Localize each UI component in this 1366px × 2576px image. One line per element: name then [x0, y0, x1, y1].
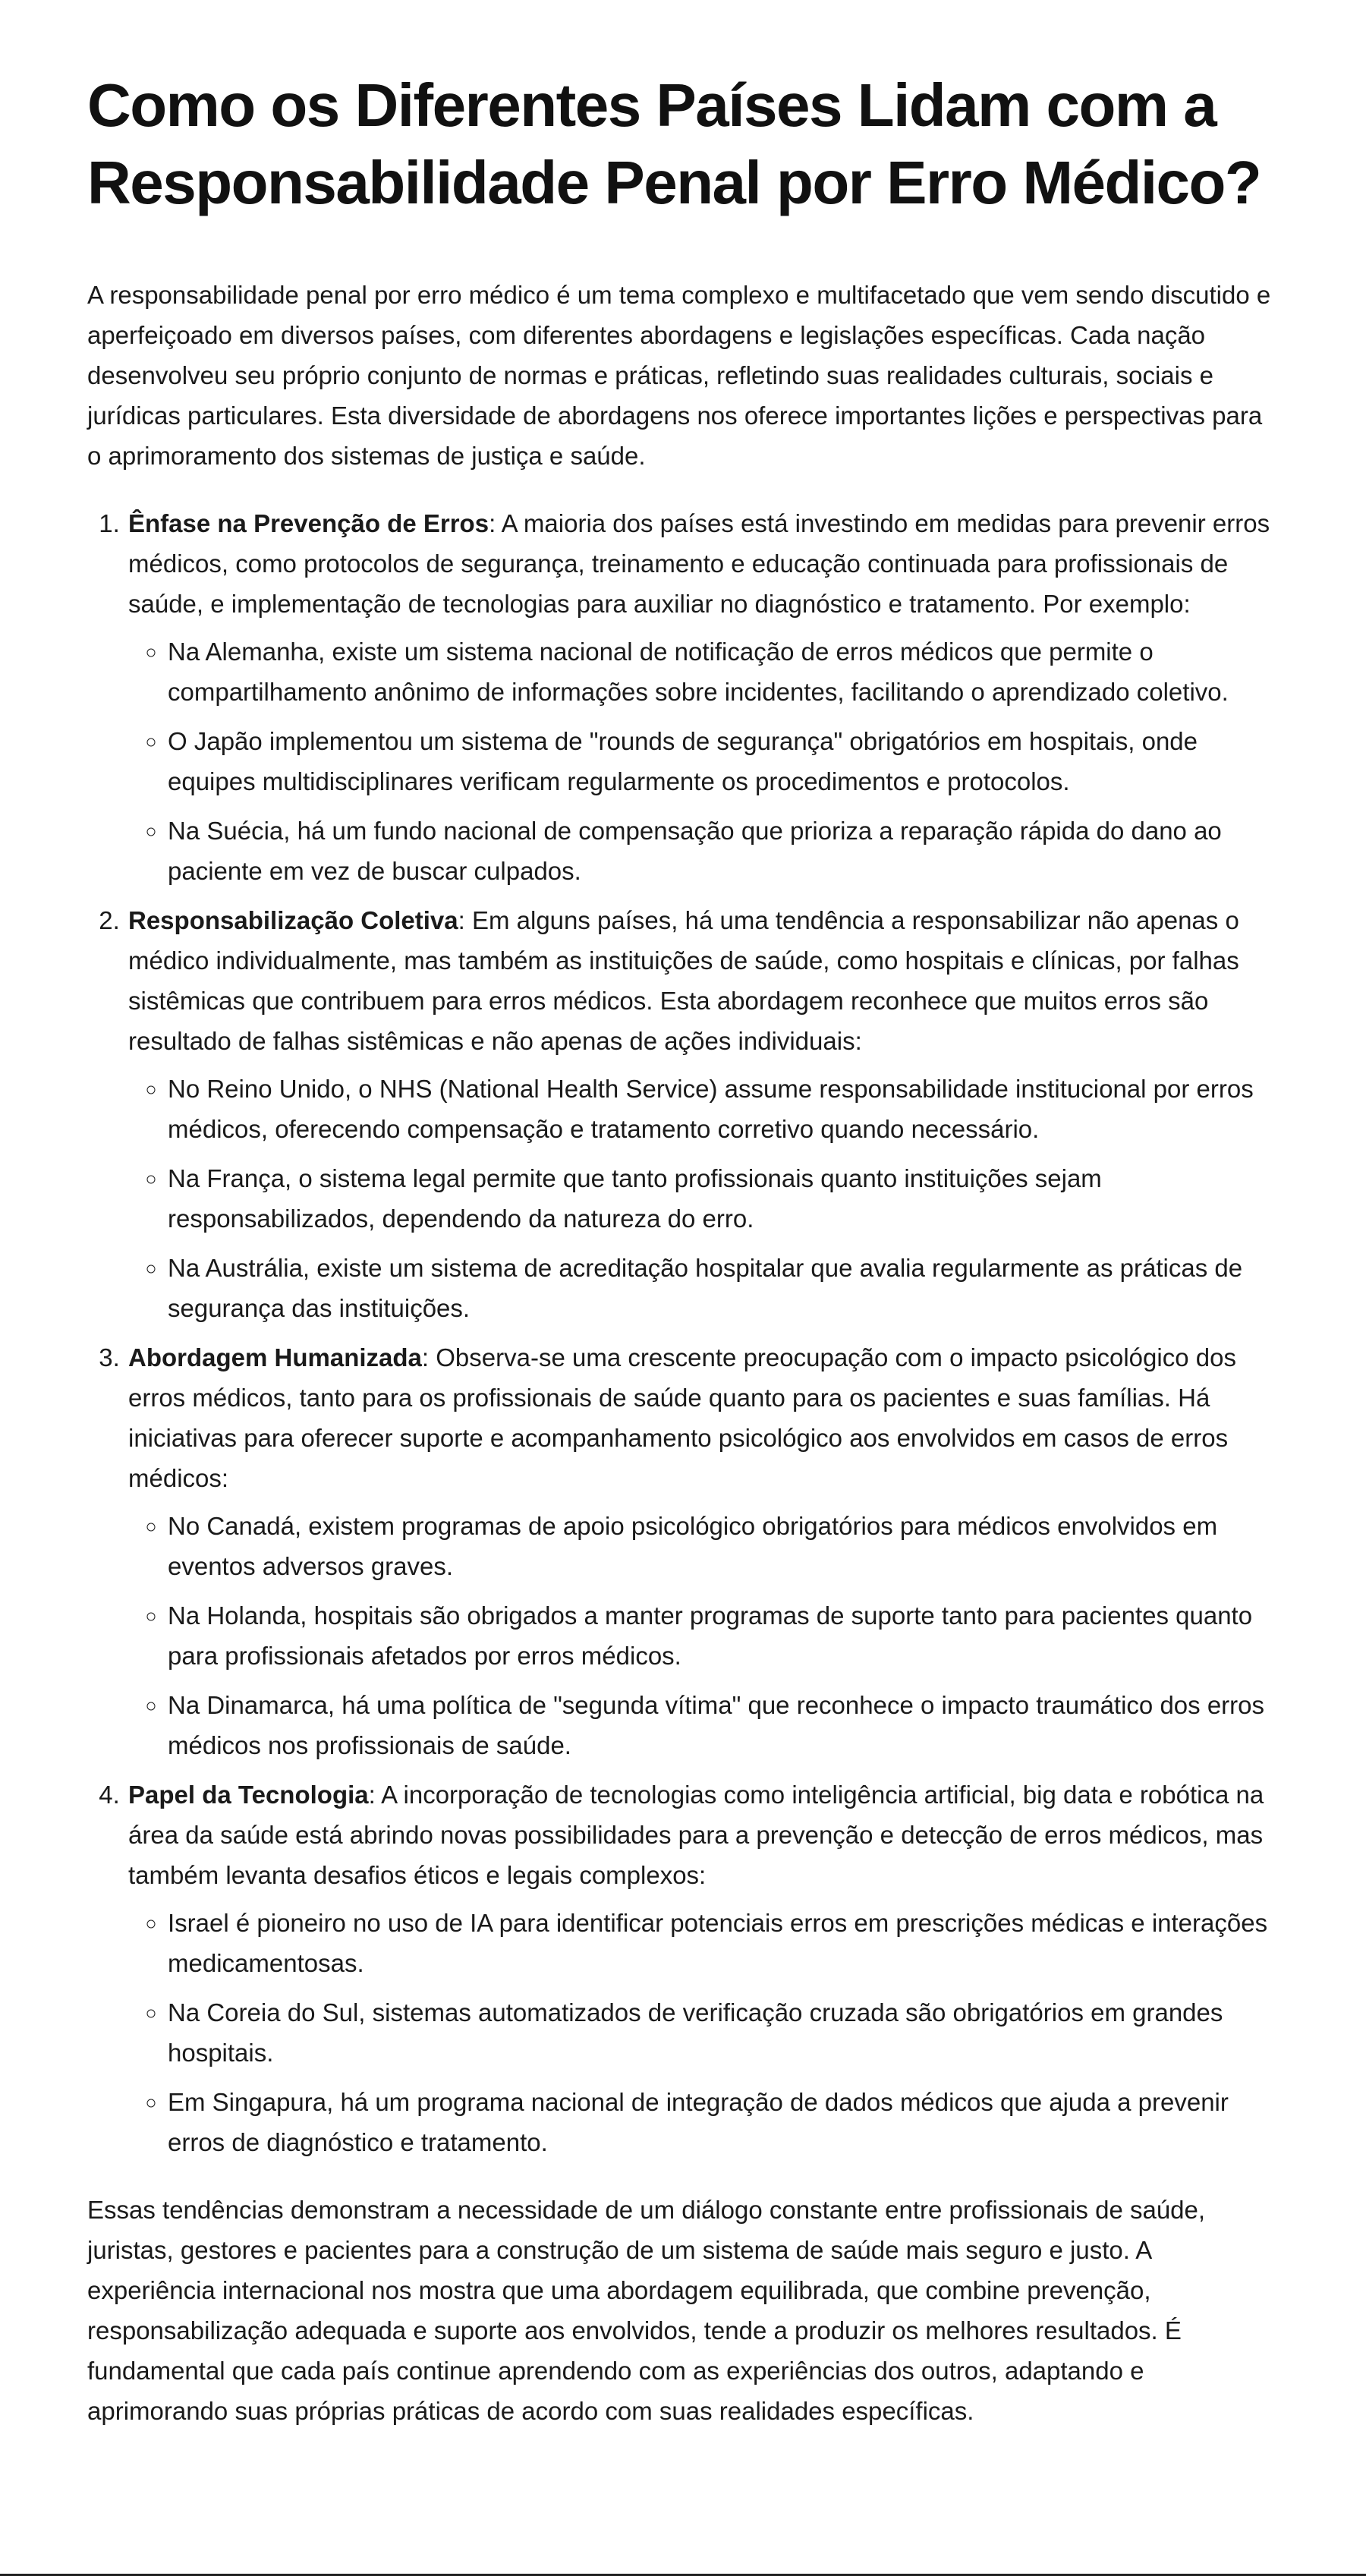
examples-list	[128, 1903, 1283, 2162]
examples-list	[128, 1506, 1283, 1765]
item-text: : Observa-se uma crescente preocupação com o impacto psicológico dos erros médicos, tanto para os profissionais de saúde quanto para os pacientes e suas famílias. Há iniciativas para oferecer suporte e acompanhamento psicológico aos envolvidos em casos de erros médicos:	[128, 1343, 1236, 1492]
item-heading: Responsabilização Coletiva	[128, 906, 458, 934]
examples-list	[128, 1069, 1283, 1328]
example-item: ◦ Na França, o sistema legal permite que tanto profissionais quanto instituições sejam responsabilizados, dependendo da natureza do erro.	[168, 1158, 1283, 1239]
item-heading: Ênfase na Prevenção de Erros	[128, 509, 489, 537]
example-item: ◦ Na Austrália, existe um sistema de acreditação hospitalar que avalia regularmente as práticas de segurança das instituições.	[168, 1248, 1283, 1328]
example-item: ◦ Israel é pioneiro no uso de IA para identificar potenciais erros em prescrições médicas e interações medicamentosas.	[168, 1903, 1283, 1983]
example-item: ◦ Em Singapura, há um programa nacional de integração de dados médicos que ajuda a prevenir erros de diagnóstico e tratamento.	[168, 2082, 1283, 2162]
list-item	[127, 1775, 1283, 2162]
item-text: : A incorporação de tecnologias como inteligência artificial, big data e robótica na área da saúde está abrindo novas possibilidades para a prevenção e detecção de erros médicos, mas também levanta desafios éticos e legais complexos:	[128, 1781, 1264, 1889]
example-item: ◦ Na Holanda, hospitais são obrigados a manter programas de suporte tanto para pacientes quanto para profissionais afetados por erros médicos.	[168, 1595, 1283, 1676]
item-heading: Papel da Tecnologia	[128, 1781, 369, 1809]
example-item: ◦ No Canadá, existem programas de apoio psicológico obrigatórios para médicos envolvidos em eventos adversos graves.	[168, 1506, 1283, 1586]
list-item	[127, 900, 1283, 1328]
example-item: ◦ No Reino Unido, o NHS (National Health Service) assume responsabilidade institucional por erros médicos, oferecendo compensação e tratamento corretivo quando necessário.	[168, 1069, 1283, 1149]
conclusion-paragraph: Essas tendências demonstram a necessidade de um diálogo constante entre profissionais de saúde, juristas, gestores e pacientes para a construção de um sistema de saúde mais seguro e justo. A experiência internacional nos mostra que uma abordagem equilibrada, que combine prevenção, responsabilização adequada e suporte aos envolvidos, tende a produzir os melhores resultados. É fundamental que cada país continue aprendendo com as experiências dos outros, adaptando e aprimorando suas próprias práticas de acordo com suas realidades específicas.	[87, 2196, 1206, 2425]
item-text: : Em alguns países, há uma tendência a responsabilizar não apenas o médico individualmente, mas também as instituições de saúde, como hospitais e clínicas, por falhas sistêmicas que contribuem para erros médicos. Esta abordagem reconhece que muitos erros são resultado de falhas sistêmicas e não apenas de ações individuais:	[128, 906, 1239, 1055]
example-item: ◦ Na Dinamarca, há uma política de "segunda vítima" que reconhece o impacto traumático dos erros médicos nos profissionais de saúde.	[168, 1685, 1283, 1765]
trends-list	[87, 503, 1283, 2162]
example-item: ◦ O Japão implementou um sistema de "rounds de segurança" obrigatórios em hospitais, onde equipes multidisciplinares verificam regularmente os procedimentos e protocolos.	[168, 721, 1283, 801]
list-item	[127, 1337, 1283, 1765]
example-item: ◦ Na Suécia, há um fundo nacional de compensação que prioriza a reparação rápida do dano ao paciente em vez de buscar culpados.	[168, 811, 1283, 891]
example-item: ◦ Na Alemanha, existe um sistema nacional de notificação de erros médicos que permite o compartilhamento anônimo de informações sobre incidentes, facilitando o aprendizado coletivo.	[168, 631, 1283, 712]
article	[87, 67, 1283, 2458]
item-text: : A maioria dos países está investindo em medidas para prevenir erros médicos, como protocolos de segurança, treinamento e educação continuada para profissionais de saúde, e implementação de tecnologias para auxiliar no diagnóstico e tratamento. Por exemplo:	[128, 509, 1270, 618]
examples-list	[128, 631, 1283, 891]
list-item	[127, 503, 1283, 891]
intro-paragraph: A responsabilidade penal por erro médico é um tema complexo e multifacetado que vem sendo discutido e aperfeiçoado em diversos países, com diferentes abordagens e legislações específicas. Cada nação desenvolveu seu próprio conjunto de normas e práticas, refletindo suas realidades culturais, sociais e jurídicas particulares. Esta diversidade de abordagens nos oferece importantes lições e perspectivas para o aprimoramento dos sistemas de justiça e saúde.	[87, 281, 1271, 470]
page-title: Como os Diferentes Países Lidam com a Responsabilidade Penal por Erro Médico?	[87, 71, 1261, 216]
item-heading: Abordagem Humanizada	[128, 1343, 422, 1371]
example-item: ◦ Na Coreia do Sul, sistemas automatizados de verificação cruzada são obrigatórios em grandes hospitais.	[168, 1992, 1283, 2073]
